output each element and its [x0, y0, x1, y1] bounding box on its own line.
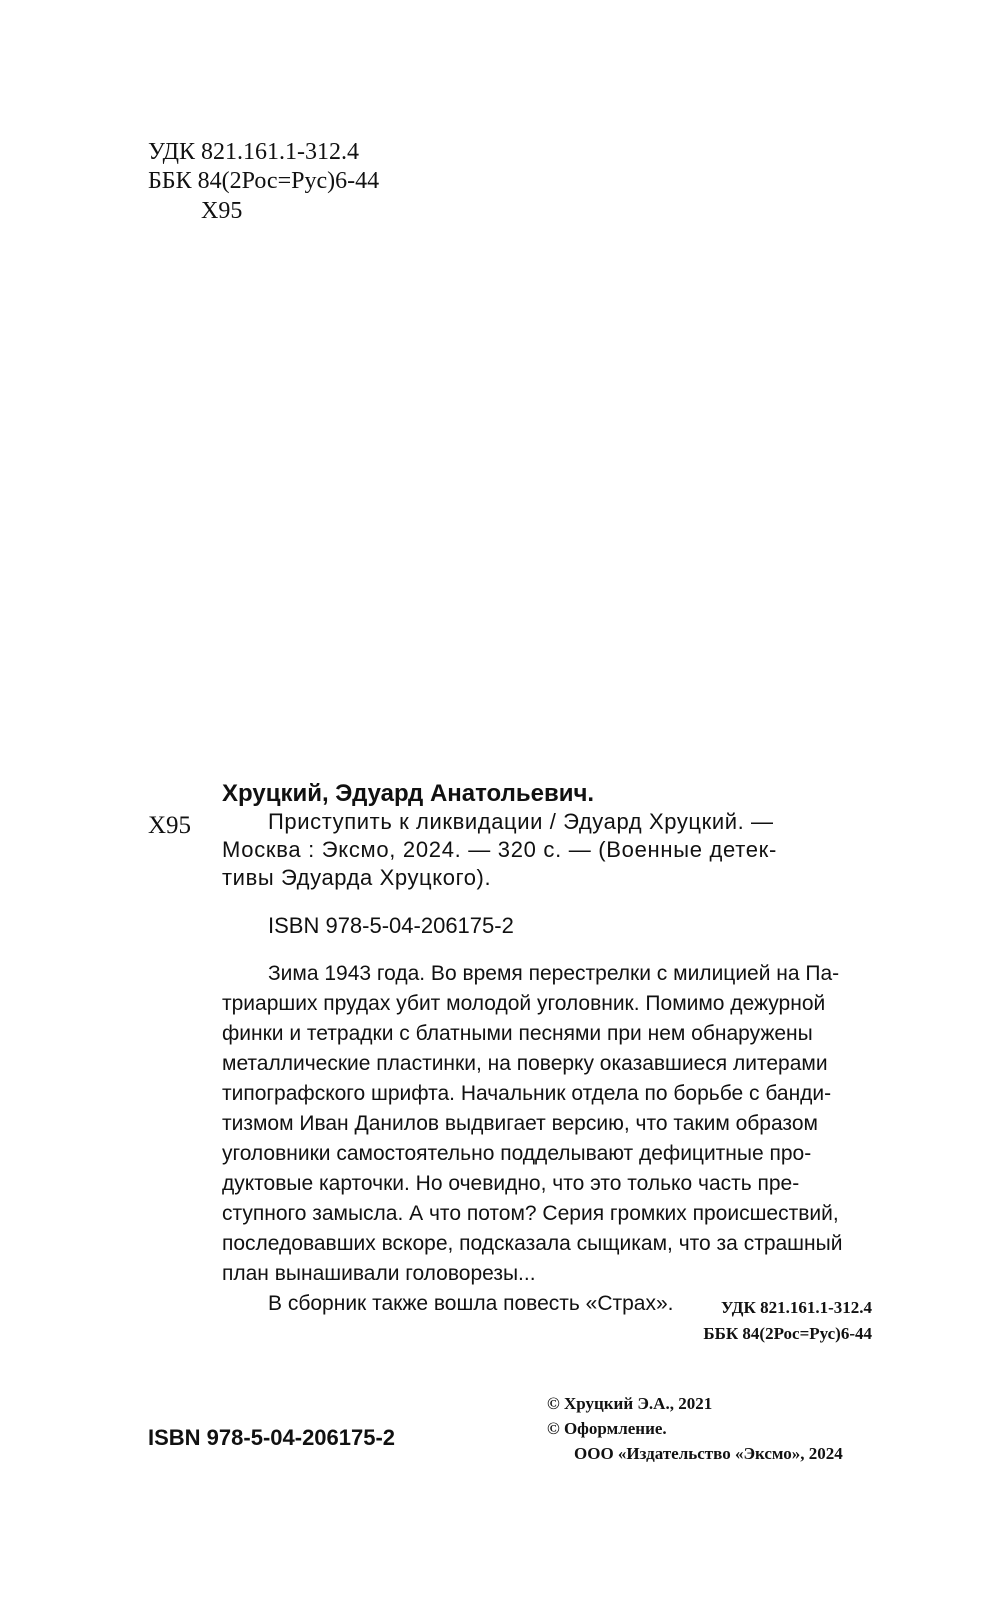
annotation-line: последовавших вскоре, подсказала сыщикам, что за страшный [222, 1232, 843, 1255]
annotation-line: дуктовые карточки. Но очевидно, что это только часть пре- [222, 1172, 800, 1195]
annotation-line: уголовники самостоятельно подделывают дефицитные про- [222, 1142, 812, 1165]
copyright-design: © Оформление. [547, 1419, 667, 1438]
copyright-publisher: ООО «Издательство «Эксмо», 2024 [574, 1444, 843, 1463]
annotation-line: ступного замысла. А что потом? Серия громких происшествий, [222, 1202, 839, 1225]
title-line: Москва : Эксмо, 2024. — 320 с. — (Военные детек- [222, 837, 778, 862]
annotation-line: финки и тетрадки с блатными песнями при нем обнаружены [222, 1022, 813, 1045]
title-line: тивы Эдуарда Хруцкого). [222, 865, 492, 890]
author-mark-top: Х95 [201, 198, 243, 224]
annotation-line: тизмом Иван Данилов выдвигает версию, что таким образом [222, 1112, 818, 1135]
annotation-last-line: В сборник также вошла повесть «Страх». [268, 1292, 674, 1315]
isbn-bottom: ISBN 978-5-04-206175-2 [148, 1425, 396, 1450]
udk-top: УДК 821.161.1-312.4 [148, 139, 359, 165]
isbn-record: ISBN 978-5-04-206175-2 [268, 913, 514, 938]
copyright-author: © Хруцкий Э.А., 2021 [547, 1394, 713, 1413]
annotation-line: типографского шрифта. Начальник отдела по борьбе с банди- [222, 1082, 832, 1105]
annotation-line: план вынашивали головорезы... [222, 1262, 536, 1285]
annotation [222, 959, 872, 1319]
author-mark-left: Х95 [148, 812, 192, 839]
annotation-line: Зима 1943 года. Во время перестрелки с милицией на Па- [268, 962, 840, 985]
udk-bottom: УДК 821.161.1-312.4 [721, 1298, 872, 1317]
bbk-bottom: ББК 84(2Рос=Рус)6-44 [703, 1324, 872, 1343]
annotation-line: триарших прудах убит молодой уголовник. Помимо дежурной [222, 992, 826, 1015]
title-line: Приступить к ликвидации / Эдуард Хруцкий. — [268, 809, 774, 834]
bbk-top: ББК 84(2Рос=Рус)6-44 [148, 168, 380, 194]
title-block [222, 808, 872, 892]
author-heading: Хруцкий, Эдуард Анатольевич. [222, 780, 595, 807]
annotation-line: металлические пластинки, на поверку оказавшиеся литерами [222, 1052, 828, 1075]
